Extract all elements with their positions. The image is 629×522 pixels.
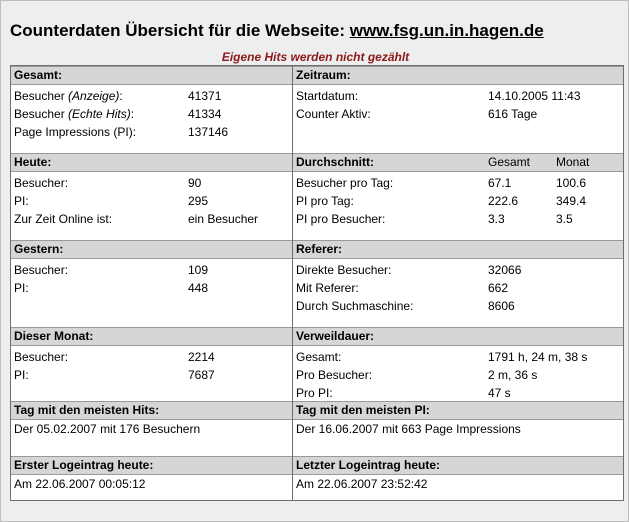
dieser-monat-value: 2214 <box>188 350 215 364</box>
gestern-value: 448 <box>188 281 209 295</box>
referer-label: Durch Suchmaschine: <box>296 299 414 313</box>
column-divider <box>292 66 293 500</box>
durchschnitt-label: PI pro Tag: <box>296 194 354 208</box>
gesamt-value: 41334 <box>188 107 222 121</box>
meiste-hits-heading: Tag mit den meisten Hits: <box>14 403 160 417</box>
section-header-verweildauer <box>293 327 623 346</box>
durchschnitt-col-gesamt: Gesamt <box>488 155 531 169</box>
section-header-letzter-log <box>293 456 623 475</box>
dieser-monat-value: 7687 <box>188 368 215 382</box>
section-header-meiste-hits <box>11 401 292 420</box>
durchschnitt-heading: Durchschnitt: <box>296 155 374 169</box>
referer-label: Mit Referer: <box>296 281 359 295</box>
section-header-heute <box>11 153 292 172</box>
meiste-hits-text: Der 05.02.2007 mit 176 Besuchern <box>14 422 201 436</box>
durchschnitt-gesamt-value: 67.1 <box>488 176 512 190</box>
section-header-zeitraum <box>293 66 623 85</box>
heute-heading: Heute: <box>14 155 52 169</box>
zeitraum-heading: Zeitraum: <box>296 68 351 82</box>
heute-value: 295 <box>188 194 209 208</box>
gesamt-label: Besucher (Anzeige): <box>14 89 123 103</box>
zeitraum-value: 616 Tage <box>488 107 538 121</box>
referer-label: Direkte Besucher: <box>296 263 392 277</box>
gestern-label: Besucher: <box>14 263 69 277</box>
section-header-gesamt <box>11 66 292 85</box>
section-header-durchschnitt <box>293 153 623 172</box>
gesamt-label: Besucher (Echte Hits): <box>14 107 135 121</box>
section-header-meiste-pi <box>293 401 623 420</box>
meiste-pi-heading: Tag mit den meisten PI: <box>296 403 430 417</box>
own-hits-note: Eigene Hits werden nicht gezählt <box>221 50 410 64</box>
durchschnitt-col-monat: Monat <box>556 155 590 169</box>
zeitraum-value: 14.10.2005 11:43 <box>488 89 581 103</box>
heute-label: PI: <box>14 194 29 208</box>
durchschnitt-gesamt-value: 222.6 <box>488 194 519 208</box>
website-link[interactable]: www.fsg.un.in.hagen.de <box>349 21 544 40</box>
durchschnitt-gesamt-value: 3.3 <box>488 212 505 226</box>
page-title <box>10 21 544 41</box>
erster-log-heading: Erster Logeintrag heute: <box>14 458 154 472</box>
dieser-monat-label: PI: <box>14 368 29 382</box>
verweildauer-label: Gesamt: <box>296 350 342 364</box>
dieser-monat-label: Besucher: <box>14 350 69 364</box>
gestern-heading: Gestern: <box>14 242 64 256</box>
durchschnitt-monat-value: 3.5 <box>556 212 573 226</box>
durchschnitt-monat-value: 100.6 <box>556 176 587 190</box>
erster-log-text: Am 22.06.2007 00:05:12 <box>14 477 146 491</box>
durchschnitt-label: PI pro Besucher: <box>296 212 386 226</box>
page-title-text: Counterdaten Übersicht für die Webseite: <box>10 21 350 40</box>
verweildauer-value: 47 s <box>488 386 511 400</box>
verweildauer-label: Pro Besucher: <box>296 368 373 382</box>
zeitraum-label: Counter Aktiv: <box>296 107 371 121</box>
referer-value: 8606 <box>488 299 515 313</box>
section-header-gestern <box>11 240 292 259</box>
section-header-dieser-monat <box>11 327 292 346</box>
referer-value: 662 <box>488 281 509 295</box>
meiste-pi-text: Der 16.06.2007 mit 663 Page Impressions <box>296 422 521 436</box>
referer-value: 32066 <box>488 263 522 277</box>
referer-heading: Referer: <box>296 242 343 256</box>
stats-table <box>10 65 624 501</box>
gestern-label: PI: <box>14 281 29 295</box>
verweildauer-heading: Verweildauer: <box>296 329 375 343</box>
verweildauer-value: 2 m, 36 s <box>488 368 538 382</box>
heute-value: ein Besucher <box>188 212 259 226</box>
gesamt-value: 41371 <box>188 89 222 103</box>
durchschnitt-monat-value: 349.4 <box>556 194 587 208</box>
verweildauer-label: Pro PI: <box>296 386 333 400</box>
gestern-value: 109 <box>188 263 209 277</box>
gesamt-value: 137146 <box>188 125 229 139</box>
heute-label: Besucher: <box>14 176 69 190</box>
verweildauer-value: 1791 h, 24 m, 38 s <box>488 350 588 364</box>
gesamt-label: Page Impressions (PI): <box>14 125 137 139</box>
letzter-log-text: Am 22.06.2007 23:52:42 <box>296 477 428 491</box>
section-header-erster-log <box>11 456 292 475</box>
heute-value: 90 <box>188 176 202 190</box>
section-header-referer <box>293 240 623 259</box>
heute-label: Zur Zeit Online ist: <box>14 212 113 226</box>
dieser-monat-heading: Dieser Monat: <box>14 329 94 343</box>
letzter-log-heading: Letzter Logeintrag heute: <box>296 458 441 472</box>
durchschnitt-label: Besucher pro Tag: <box>296 176 394 190</box>
gesamt-heading: Gesamt: <box>14 68 63 82</box>
zeitraum-label: Startdatum: <box>296 89 359 103</box>
